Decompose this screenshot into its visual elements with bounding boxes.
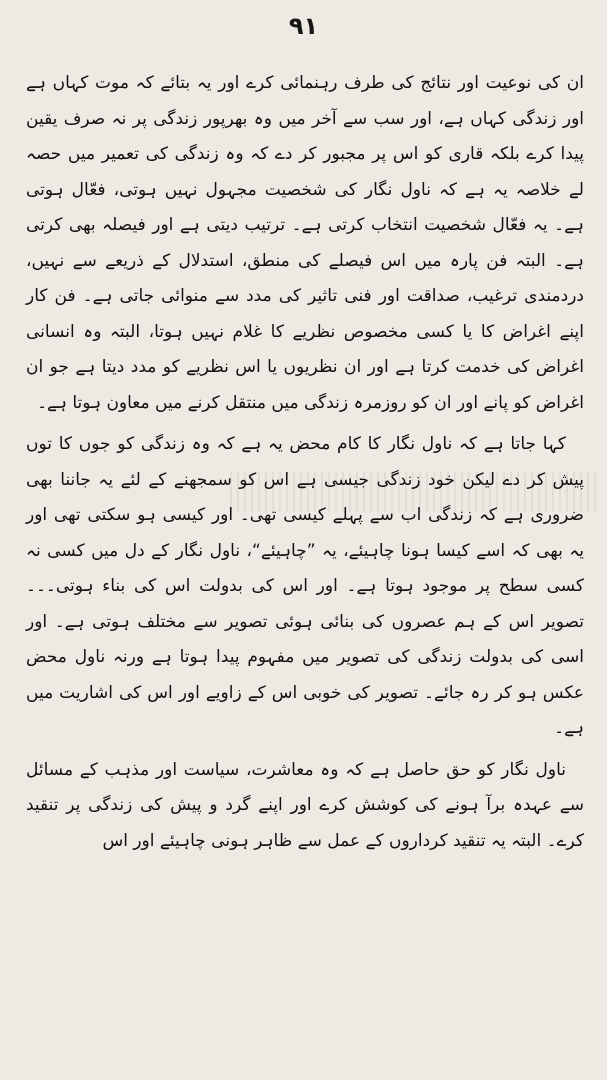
paragraph-3: ناول نگار کو حق حاصل ہے کہ وہ معاشرت، سیاست اور مذہب کے مسائل سے عہدہ برآ ہونے کی کوشش کرے اور اپنے گرد و پیش کی زندگی پر تنقید کرے۔ البتہ یہ تنقید کرداروں کے عمل سے ظاہر ہونی چاہیئے اور اس (26, 759, 584, 851)
paragraph-2: کہا جاتا ہے کہ ناول نگار کا کام محض یہ ہے کہ وہ زندگی کو جوں کا توں پیش کر دے لیکن خود زندگی جیسی ہے اس کو سمجھنے کے لئے یہ جاننا بھی ضروری ہے کہ زندگی اب سے پہلے کیسی تھی۔ اور کیسی ہو سکتی تھی اور یہ بھی کہ اسے کیسا ہونا چاہیئے، یہ ”چاہیئے“، ناول نگار کے دل میں کسی نہ کسی سطح پر موجود ہوتا ہے۔ اور اس کی بدولت اس کی بناء ہوتی۔۔۔ تصویر اس کے ہم عصروں کی بنائی ہوئی تصویر سے مختلف ہوتی ہے۔ اور اسی کی بدولت زندگی کی تصویر میں مفہوم پیدا ہوتا ہے ورنہ ناول محض عکس ہو کر رہ جائے۔ تصویر کی خوبی اس کے زاویے اور اس کی اشاریت میں ہے۔ (26, 434, 584, 738)
paragraph-1: ان کی نوعیت اور نتائج کی طرف رہنمائی کرے اور یہ بتائے کہ موت کہاں ہے اور زندگی کہاں ہے، اور سب سے آخر میں وہ بھرپور زندگی پر نہ صرف یقین پیدا کرے بلکہ قاری کو اس پر مجبور کر دے کہ وہ زندگی کی تعمیر میں حصہ لے خلاصہ یہ ہے کہ ناول نگار کی شخصیت مجہول نہیں ہوتی، فعّال ہوتی ہے۔ یہ فعّال شخصیت انتخاب کرتی ہے۔ ترتیب دیتی ہے اور فیصلہ بھی کرتی ہے۔ البتہ فن پارہ میں اس فیصلے کی منطق، استدلال کے ذریعے سے نہیں، دردمندی ترغیب، صداقت اور فنی تاثیر کی مدد سے منوائی جاتی ہے۔ فن کار اپنے اغراض کا یا کسی مخصوص نظریے کا غلام نہیں ہوتا، البتہ وہ انسانی اغراض کی خدمت کرتا ہے اور ان نظریوں یا اس نظریے کو مدد دیتا ہے جو ان اغراض کو پانے اور ان کو روزمرہ زندگی میں منتقل کرنے میں معاون ہوتا ہے۔ (26, 73, 584, 413)
page-body (26, 66, 584, 859)
page-number: ۹۱ (288, 12, 319, 40)
